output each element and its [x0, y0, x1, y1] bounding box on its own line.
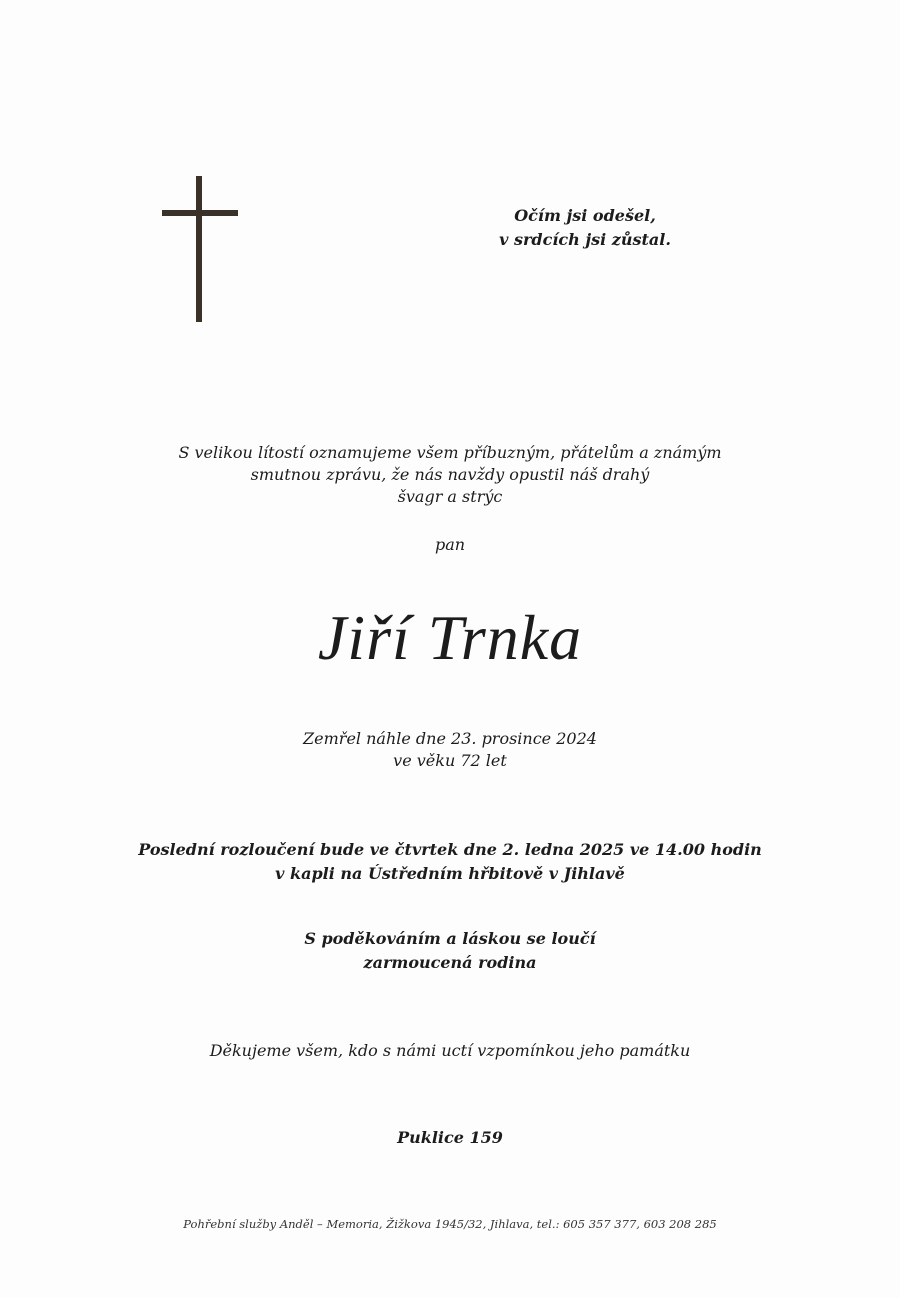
cross-icon: [162, 176, 238, 322]
funeral-info-line: v kapli na Ústředním hřbitově v Jihlavě: [275, 864, 625, 883]
gratitude-text: Děkujeme všem, kdo s námi uctí vzpomínkou jeho památku: [209, 1041, 691, 1060]
announcement-text: [0, 442, 900, 508]
announcement-line: S velikou lítostí oznamujeme všem příbuzným, přátelům a známým: [178, 443, 722, 462]
family-farewell-line: zarmoucená rodina: [363, 953, 537, 972]
announcement-line: smutnou zprávu, že nás navždy opustil náš drahý: [250, 465, 650, 484]
death-info-line: ve věku 72 let: [393, 751, 507, 770]
death-info: [0, 728, 900, 772]
deceased-name: Jiří Trnka: [317, 602, 583, 673]
motto-line: Očím jsi odešel,: [514, 206, 656, 225]
family-farewell-line: S poděkováním a láskou se loučí: [304, 929, 596, 948]
salutation: pan: [434, 535, 466, 554]
funeral-info-line: Poslední rozloučení bude ve čtvrtek dne 2. ledna 2025 ve 14.00 hodin: [138, 840, 762, 859]
funeral-service-footer: Pohřební služby Anděl – Memoria, Žižkova 1945/32, Jihlava, tel.: 605 357 377, 603 208 285: [183, 1217, 717, 1231]
death-info-line: Zemřel náhle dne 23. prosince 2024: [303, 729, 597, 748]
family-address: Puklice 159: [397, 1128, 503, 1147]
family-farewell: [0, 927, 900, 975]
announcement-line: švagr a strýc: [397, 487, 503, 506]
motto-line: v srdcích jsi zůstal.: [499, 230, 671, 249]
motto: [470, 204, 700, 252]
funeral-info: [0, 838, 900, 886]
